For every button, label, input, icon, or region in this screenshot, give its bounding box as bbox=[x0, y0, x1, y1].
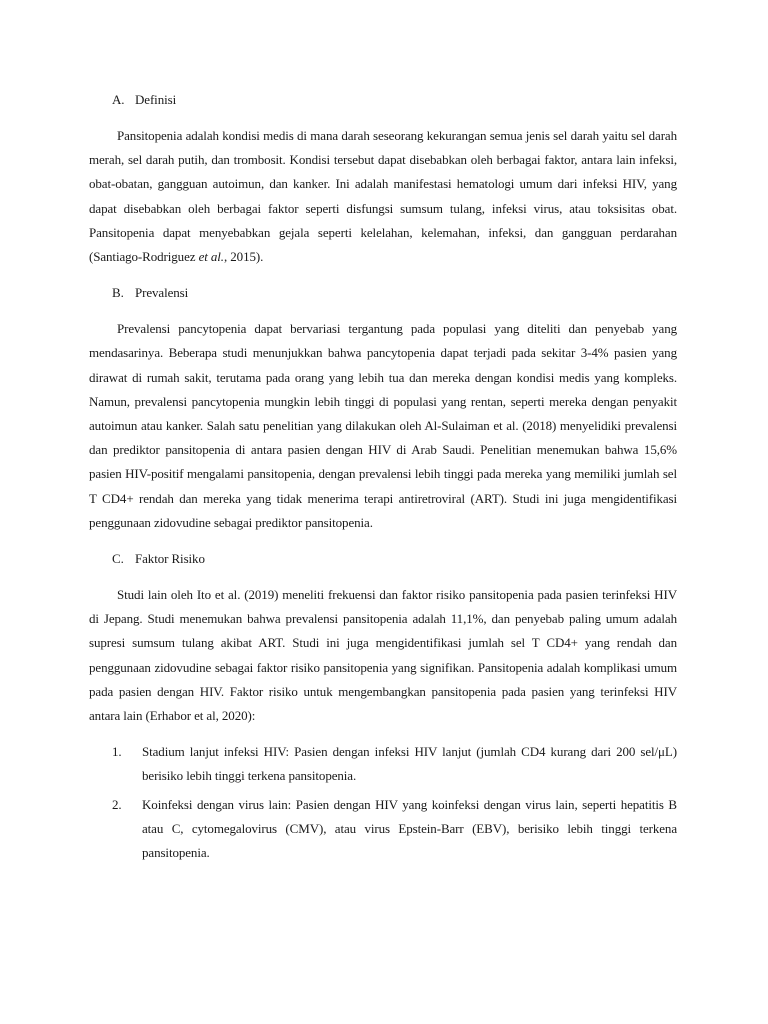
italic-et-al: et al. bbox=[198, 249, 224, 265]
document-page bbox=[89, 88, 677, 869]
list-item-text: Stadium lanjut infeksi HIV: Pasien dengan infeksi HIV lanjut (jumlah CD4 kurang dari 200 sel/μL) berisiko lebih tinggi terkena pansitopenia. bbox=[142, 744, 677, 784]
section-heading-definisi bbox=[89, 88, 677, 112]
section-title: Definisi bbox=[135, 92, 177, 107]
risk-factor-list bbox=[89, 740, 677, 865]
list-item bbox=[89, 740, 677, 788]
list-item bbox=[89, 793, 677, 866]
section-letter: A. bbox=[112, 92, 125, 107]
section-letter: B. bbox=[112, 285, 124, 301]
list-number: 1. bbox=[112, 744, 122, 760]
section-heading-faktor-risiko bbox=[89, 547, 677, 571]
paragraph-text-end: , 2015). bbox=[223, 249, 264, 265]
paragraph-definisi bbox=[89, 124, 677, 269]
section-heading-prevalensi bbox=[89, 281, 677, 305]
paragraph-faktor-risiko: Studi lain oleh Ito et al. (2019) meneliti frekuensi dan faktor risiko pansitopenia pada pasien terinfeksi HIV di Jepang. Studi menemukan bahwa prevalensi pansitopenia adalah 11,1%, dan penyebab paling umum adalah supresi sumsum tulang akibat ART. Studi ini juga mengidentifikasi jumlah sel T CD4+ yang rendah dan penggunaan zidovudine sebagai faktor risiko pansitopenia yang signifikan. Pansitopenia adalah komplikasi umum pada pasien dengan HIV. Faktor risiko untuk mengembangkan pansitopenia pada pasien yang terinfeksi HIV antara lain (Erhabor et al, 2020): bbox=[89, 587, 677, 724]
paragraph-prevalensi: Prevalensi pancytopenia dapat bervariasi tergantung pada populasi yang diteliti dan penyebab yang mendasarinya. Beberapa studi menunjukkan bahwa pancytopenia dapat terjadi pada sekitar 3-4% pasien yang dirawat di rumah sakit, terutama pada orang yang lebih tua dan mereka dengan kondisi medis yang kompleks. Namun, prevalensi pancytopenia mungkin lebih tinggi di populasi yang rentan, seperti mereka dengan penyakit autoimun atau kanker. Salah satu penelitian yang dilakukan oleh Al-Sulaiman et al. (2018) menyelidiki prevalensi dan prediktor pansitopenia di antara pasien dengan HIV di Arab Saudi. Penelitian menemukan bahwa 15,6% pasien HIV-positif mengalami pansitopenia, dengan prevalensi lebih tinggi pada mereka yang memiliki jumlah sel T CD4+ rendah dan mereka yang tidak menerima terapi antiretroviral (ART). Studi ini juga mengidentifikasi penggunaan zidovudine sebagai prediktor pansitopenia. bbox=[89, 321, 677, 530]
list-number: 2. bbox=[112, 796, 122, 812]
paragraph-text: Pansitopenia adalah kondisi medis di mana darah seseorang kekurangan semua jenis sel darah yaitu sel darah merah, sel darah putih, dan trombosit. Kondisi tersebut dapat disebabkan oleh berbagai faktor, antara lain infeksi, obat-obatan, gangguan autoimun, dan kanker. Ini adalah manifestasi hematologi umum dari infeksi HIV, yang dapat disebabkan oleh berbagai faktor seperti disfungsi sumsum tulang, infeksi virus, atau toksisitas obat. Pansitopenia dapat menyebabkan gejala seperti kelelahan, kelemahan, infeksi, dan gangguan perdarahan (Santiago-Rodriguez bbox=[89, 128, 677, 265]
list-item-text: Koinfeksi dengan virus lain: Pasien dengan HIV yang koinfeksi dengan virus lain, seperti hepatitis B atau C, cytomegalovirus (CMV), atau virus Epstein-Barr (EBV), berisiko lebih tinggi terkena pansitopenia. bbox=[142, 796, 677, 861]
section-title: Faktor Risiko bbox=[135, 551, 205, 567]
section-letter: C. bbox=[112, 551, 124, 567]
section-title: Prevalensi bbox=[135, 285, 189, 301]
